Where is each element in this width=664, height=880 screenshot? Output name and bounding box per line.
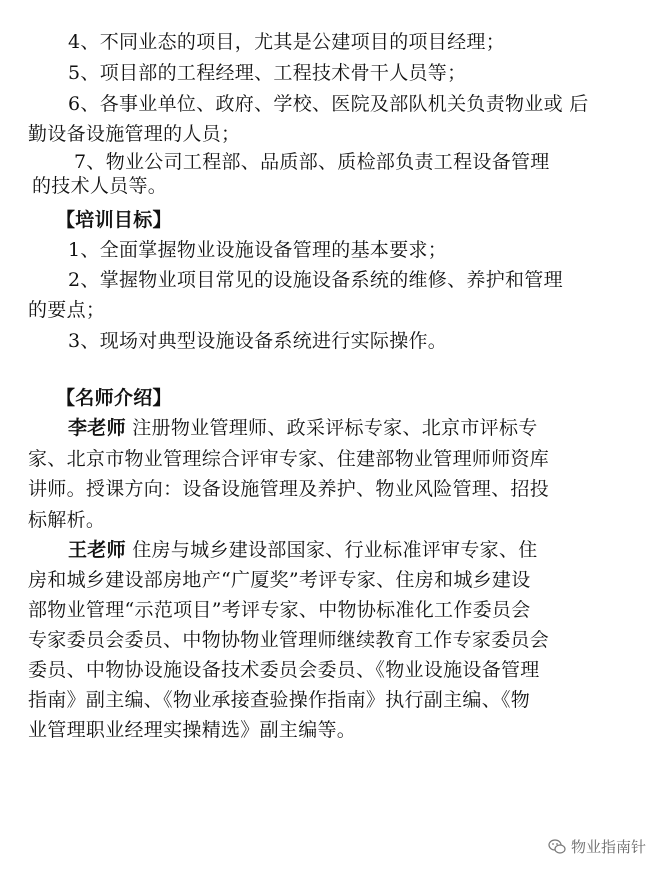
- audience-item-7-line-2: 的技术人员等。: [32, 175, 168, 197]
- teacher-li-line-4: 标解析。: [28, 509, 106, 531]
- goals-item-2-line-1: 2、掌握物业项目常见的设施设备系统的维修、养护和管理: [68, 269, 563, 291]
- wechat-icon: [548, 839, 566, 855]
- teacher-li-line-1: [68, 416, 538, 440]
- teacher-li-text-1: 注册物业管理师、政采评标专家、北京市评标专: [125, 417, 538, 439]
- goals-item-2-line-2: 的要点；: [28, 299, 106, 321]
- teachers-heading: 【名师介绍】: [56, 387, 172, 409]
- audience-item-7-line-1: 7、物业公司工程部、品质部、质检部负责工程设备管理: [74, 151, 550, 173]
- audience-item-6-line-1: 6、各事业单位、政府、学校、医院及部队机关负责物业或 后: [68, 93, 589, 115]
- teacher-wang-line-3: 部物业管理“示范项目”考评专家、中物协标准化工作委员会: [28, 599, 531, 621]
- teacher-wang-line-1: [68, 538, 538, 562]
- audience-item-4: 4、不同业态的项目，尤其是公建项目的项目经理；: [68, 31, 505, 53]
- teacher-li-name: 李老师: [68, 417, 126, 439]
- teacher-wang-line-5: 委员、中物协设施设备技术委员会委员、《物业设施设备管理: [28, 659, 540, 681]
- teacher-wang-line-7: 业管理职业经理实操精选》副主编等。: [28, 719, 357, 741]
- watermark-text: 物业指南针: [571, 838, 647, 856]
- teacher-li-line-2: 家、北京市物业管理综合评审专家、住建部物业管理师师资库: [28, 448, 550, 470]
- audience-item-5: 5、项目部的工程经理、工程技术骨干人员等；: [68, 62, 467, 84]
- goals-item-3: 3、现场对典型设施设备系统进行实际操作。: [68, 330, 448, 352]
- watermark: [548, 836, 646, 857]
- teacher-li-line-3: 讲师。授课方向：设备设施管理及养护、物业风险管理、招投: [28, 478, 550, 500]
- goals-heading: 【培训目标】: [56, 209, 172, 231]
- teacher-wang-line-4: 专家委员会委员、中物协物业管理师继续教育工作专家委员会: [28, 629, 550, 651]
- audience-item-6-line-2: 勤设备设施管理的人员；: [28, 123, 241, 145]
- goals-item-1: 1、全面掌握物业设施设备管理的基本要求；: [68, 239, 448, 261]
- teacher-wang-line-2: 房和城乡建设部房地产“广厦奖”考评专家、住房和城乡建设: [28, 569, 531, 591]
- teacher-wang-line-6: 指南》副主编、《物业承接查验操作指南》执行副主编、《物: [28, 689, 531, 711]
- teacher-wang-text-1: 住房与城乡建设部国家、行业标准评审专家、住: [125, 539, 538, 561]
- teacher-wang-name: 王老师: [68, 539, 126, 561]
